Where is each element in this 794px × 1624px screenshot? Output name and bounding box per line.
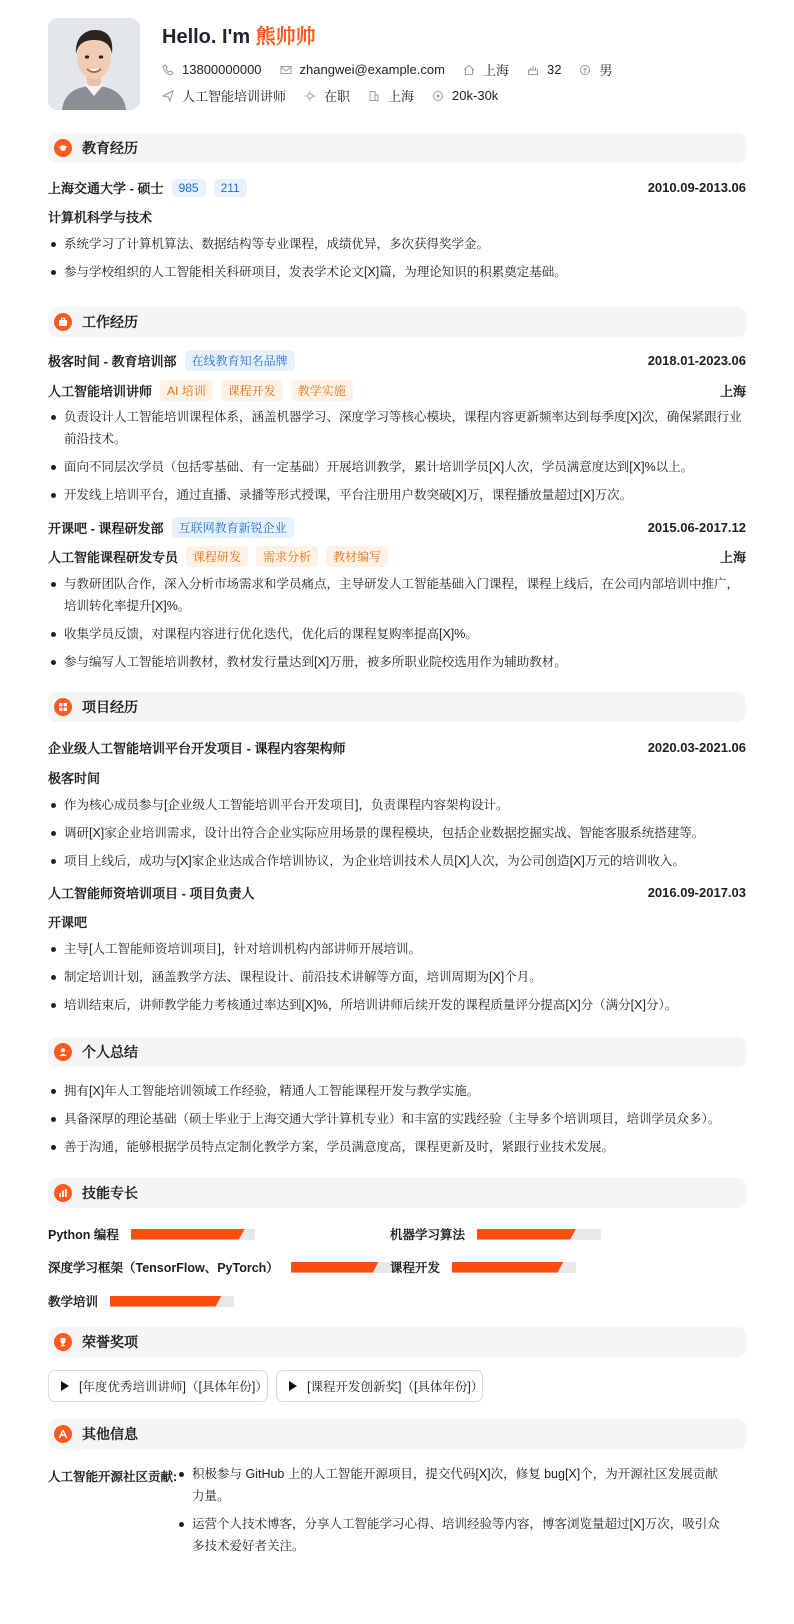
work-role-line	[48, 380, 746, 401]
section-header-other	[48, 1419, 746, 1449]
work-company-line	[48, 350, 746, 371]
company-tag: 在线教育知名品牌	[185, 350, 295, 371]
section-title: 个人总结	[82, 1044, 138, 1060]
list-item: 系统学习了计算机算法、数据结构等专业课程，成绩优异，多次获得奖学金。	[48, 233, 746, 255]
section-title: 教育经历	[82, 140, 138, 156]
skill-bar	[291, 1262, 401, 1273]
cake-icon	[527, 64, 539, 76]
role-tag: 课程研发	[186, 546, 248, 567]
company-name: 开课吧 - 课程研发部	[48, 521, 164, 536]
briefcase-icon	[54, 313, 72, 331]
work-city-text: 上海	[388, 89, 415, 104]
skill-bar	[131, 1229, 255, 1240]
skill-bar-fill	[131, 1229, 245, 1240]
candidate-name: 熊帅帅	[255, 26, 316, 48]
section-title: 工作经历	[82, 314, 138, 330]
skill-item	[48, 1292, 234, 1310]
section-title: 项目经历	[82, 699, 138, 715]
list-item: 参与学校组织的人工智能相关科研项目，发表学术论文[X]篇，为理论知识的积累奠定基础。	[48, 261, 746, 283]
project-date: 2020.03-2021.06	[647, 740, 746, 755]
age-text: 32	[546, 62, 562, 77]
grid-icon	[54, 698, 72, 716]
section-header-education	[48, 133, 746, 163]
position-item	[162, 86, 286, 105]
position-text: 人工智能培训讲师	[182, 89, 287, 104]
honor-item	[276, 1370, 483, 1402]
section-header-work	[48, 307, 746, 337]
work-bullets	[48, 573, 746, 679]
company-tag: 互联网教育新锐企业	[172, 517, 294, 538]
role-tag: AI 培训	[160, 380, 213, 401]
work-date: 2018.01-2023.06	[647, 353, 746, 368]
work-company-line	[48, 517, 746, 538]
education-date: 2010.09-2013.06	[647, 180, 746, 195]
avatar	[48, 18, 140, 110]
work-role-line	[48, 546, 746, 567]
contact-row	[162, 60, 630, 79]
summary-bullets	[48, 1080, 746, 1164]
skill-bar	[477, 1229, 601, 1240]
project-bullets	[48, 794, 746, 878]
list-item: 负责设计人工智能培训课程体系，涵盖机器学习、深度学习等核心模块，课程内容更新频率达到每季度[X]次，确保紧跟行业前沿技术。	[48, 406, 746, 450]
work-date: 2015.06-2017.12	[647, 520, 746, 535]
email-text: zhangwei@example.com	[299, 62, 445, 77]
project-org: 开课吧	[48, 915, 88, 930]
gender-icon	[579, 64, 591, 76]
list-item: 收集学员反馈，对课程内容进行优化迭代，优化后的课程复购率提高[X]%。	[48, 623, 746, 645]
list-item: 积极参与 GitHub 上的人工智能开源项目，提交代码[X]次，修复 bug[X]个，为开源社区发展贡献力量。	[176, 1463, 724, 1507]
email-item	[280, 62, 445, 77]
job-intent-row	[162, 86, 516, 105]
list-item: 开发线上培训平台，通过直播、录播等形式授课，平台注册用户数突破[X]万，课程播放量超过[X]万次。	[48, 484, 746, 506]
skill-name: 课程开发	[390, 1261, 441, 1275]
status-icon	[304, 90, 316, 102]
skill-item	[48, 1225, 255, 1243]
skill-name: 机器学习算法	[390, 1228, 466, 1242]
role-tag: 需求分析	[256, 546, 318, 567]
skill-bar-fill	[477, 1229, 576, 1240]
section-title: 技能专长	[82, 1185, 138, 1201]
list-item: 作为核心成员参与[企业级人工智能培训平台开发项目]，负责课程内容架构设计。	[48, 794, 746, 816]
skill-item	[48, 1258, 401, 1276]
salary-text: 20k-30k	[452, 88, 499, 103]
info-icon	[54, 1425, 72, 1443]
skill-bar-fill	[110, 1296, 222, 1307]
section-header-projects	[48, 692, 746, 722]
list-item: 善于沟通，能够根据学员特点定制化教学方案，学员满意度高，课程更新及时，紧跟行业技术发展。	[48, 1136, 746, 1158]
skill-bar	[110, 1296, 234, 1307]
phone-item	[162, 62, 262, 77]
education-bullets	[48, 233, 746, 289]
home-icon	[463, 64, 475, 76]
building-icon	[368, 90, 380, 102]
section-title: 其他信息	[82, 1426, 138, 1442]
project-title-line	[48, 883, 746, 902]
skill-item	[390, 1225, 601, 1243]
honor-text: [课程开发创新奖]（[具体年份]）	[307, 1380, 484, 1394]
play-icon	[289, 1381, 297, 1391]
skill-bar	[452, 1262, 576, 1273]
city-text: 上海	[482, 63, 509, 78]
work-location: 上海	[719, 550, 746, 565]
role-tag: 教材编写	[326, 546, 388, 567]
school-tag: 211	[214, 179, 247, 197]
skill-bar-fill	[452, 1262, 564, 1273]
trophy-icon	[54, 1333, 72, 1351]
skill-item	[390, 1258, 576, 1276]
skill-bar-fill	[291, 1262, 379, 1273]
list-item: 运营个人技术博客，分享人工智能学习心得、培训经验等内容，博客浏览量超过[X]万次，吸引众多技术爱好者关注。	[176, 1513, 724, 1557]
school-name: 上海交通大学 - 硕士	[48, 181, 164, 196]
other-label: 人工智能开源社区贡献:	[48, 1470, 178, 1484]
work-city-item	[368, 86, 414, 105]
gender-item	[579, 60, 612, 79]
other-bullets	[176, 1463, 724, 1563]
status-text: 在职	[324, 89, 351, 104]
user-icon	[54, 1043, 72, 1061]
list-item: 拥有[X]年人工智能培训领域工作经验，精通人工智能课程开发与教学实施。	[48, 1080, 746, 1102]
greeting-text: Hello. I'm	[162, 26, 256, 48]
gender-text: 男	[599, 63, 613, 78]
list-item: 制定培训计划，涵盖教学方法、课程设计、前沿技术讲解等方面，培训周期为[X]个月。	[48, 966, 746, 988]
company-name: 极客时间 - 教育培训部	[48, 354, 177, 369]
section-header-honors	[48, 1327, 746, 1357]
avatar-photo	[48, 18, 140, 110]
list-item: 调研[X]家企业培训需求，设计出符合企业实际应用场景的课程模块，包括企业数据挖掘实战、智能客服系统搭建等。	[48, 822, 746, 844]
phone-text: 13800000000	[182, 62, 262, 77]
bar-chart-icon	[54, 1184, 72, 1202]
graduation-cap-icon	[54, 139, 72, 157]
list-item: 项目上线后，成功与[X]家企业达成合作培训协议，为企业培训技术人员[X]人次，为公司创造[X]万元的培训收入。	[48, 850, 746, 872]
skill-name: 教学培训	[48, 1295, 99, 1309]
project-date: 2016.09-2017.03	[647, 885, 746, 900]
role-tag: 教学实施	[291, 380, 353, 401]
send-icon	[162, 90, 174, 102]
role-tag: 课程开发	[221, 380, 283, 401]
age-item	[527, 62, 561, 77]
section-title: 荣誉奖项	[82, 1334, 138, 1350]
section-header-skills	[48, 1178, 746, 1208]
honor-text: [年度优秀培训讲师]（[具体年份]）	[79, 1380, 268, 1394]
education-school-line	[48, 178, 746, 197]
list-item: 主导[人工智能师资培训项目]，针对培训机构内部讲师开展培训。	[48, 938, 746, 960]
page-title	[162, 20, 316, 49]
city-item	[463, 60, 509, 79]
project-org: 极客时间	[48, 771, 101, 786]
work-location: 上海	[719, 384, 746, 399]
mail-icon	[280, 64, 292, 76]
skill-name: 深度学习框架（TensorFlow、PyTorch）	[48, 1261, 279, 1275]
list-item: 与教研团队合作，深入分析市场需求和学员痛点，主导研发人工智能基础入门课程，课程上线后，在公司内部培训中推广，培训转化率提升[X]%。	[48, 573, 746, 617]
section-header-summary	[48, 1037, 746, 1067]
play-icon	[61, 1381, 69, 1391]
skill-name: Python 编程	[48, 1228, 119, 1242]
education-major: 计算机科学与技术	[48, 210, 153, 225]
list-item: 培训结束后，讲师教学能力考核通过率达到[X]%，所培训讲师后续开发的课程质量评分提高[X]分（满分[X]分）。	[48, 994, 746, 1016]
role-name: 人工智能课程研发专员	[48, 550, 179, 565]
project-title: 企业级人工智能培训平台开发项目 - 课程内容架构师	[48, 741, 346, 756]
project-bullets	[48, 938, 746, 1022]
salary-icon	[432, 90, 444, 102]
project-title: 人工智能师资培训项目 - 项目负责人	[48, 886, 255, 901]
role-name: 人工智能培训讲师	[48, 384, 153, 399]
phone-icon	[162, 64, 174, 76]
honor-item	[48, 1370, 268, 1402]
work-bullets	[48, 406, 746, 512]
list-item: 参与编写人工智能培训教材，教材发行量达到[X]万册，被多所职业院校选用作为辅助教材。	[48, 651, 746, 673]
salary-item	[432, 88, 498, 103]
status-item	[304, 86, 350, 105]
project-title-line	[48, 738, 746, 757]
list-item: 面向不同层次学员（包括零基础、有一定基础）开展培训教学，累计培训学员[X]人次，学员满意度达到[X]%以上。	[48, 456, 746, 478]
school-tag: 985	[172, 179, 206, 197]
list-item: 具备深厚的理论基础（硕士毕业于上海交通大学计算机专业）和丰富的实践经验（主导多个培训项目，培训学员众多）。	[48, 1108, 746, 1130]
